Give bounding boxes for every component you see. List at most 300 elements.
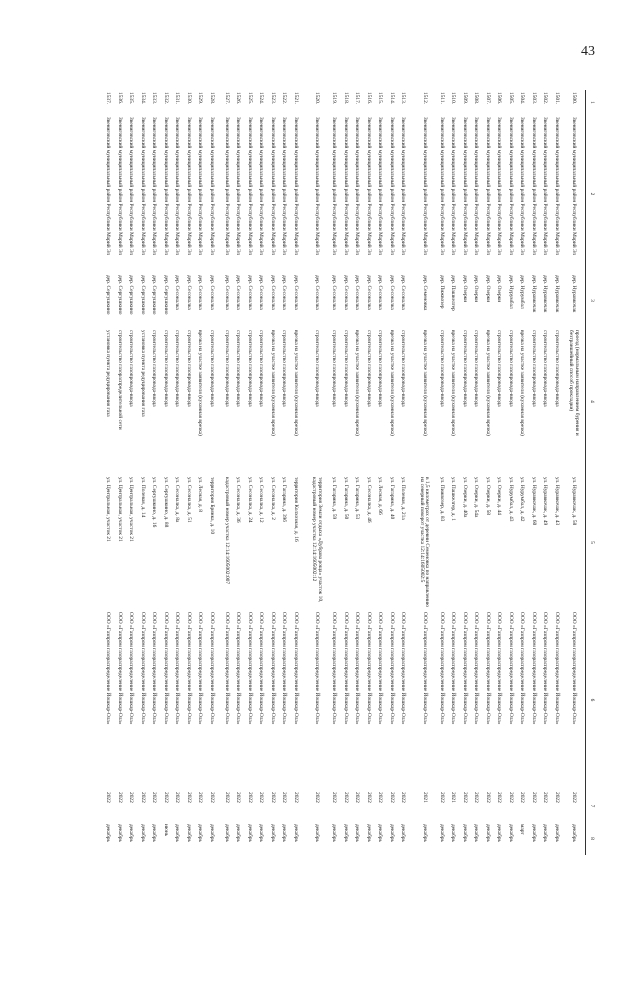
table-cell: Звениговский муниципальный район Республики Марий Эл [128,117,135,256]
table-cell: ООО «Газпром газораспределение Йошкар-Ола» [224,612,230,725]
table-cell: декабрь [224,824,230,842]
table-cell: дер. Озерки [484,275,491,303]
table-row [305,90,328,855]
table-row [136,90,147,855]
table-cell: ООО «Газпром газораспределение Йошкар-Ола» [377,612,384,725]
table-cell: ООО «Газпром газораспределение Йошкар-Ола» [235,612,242,725]
table-row [447,90,458,855]
table-cell: Звениговский муниципальный район Республики Марий Эл [461,117,468,256]
table-cell: Звениговский муниципальный район Республики Марий Эл [377,117,384,256]
table-cell: ООО «Газпром газораспределение Йошкар-Ола» [128,612,135,725]
table-cell: ул. Гагарина, д. 53 [354,477,361,520]
row-spacer [216,90,220,855]
table-row [243,90,254,855]
table-cell: 1503. [530,92,537,105]
table-cell: строительство газопровода-ввода [235,330,242,407]
table-cell: ООО «Газпром газораспределение Йошкар-Ола» [496,612,503,725]
table-cell: установка пункта редуцирования газа [104,330,111,417]
table-cell: ООО «Газпром газораспределение Йошкар-Ола» [354,612,361,725]
table-cell: декабрь [151,824,158,842]
table-row [205,90,216,855]
table-cell: ул. Сесоналка, д. 2 [269,477,276,520]
table-row [289,90,300,855]
table-cell: 2022 [507,792,514,803]
table-cell: дер. Сесоналка [400,275,407,310]
table-cell: 2022 [365,792,372,803]
table-cell: 2022 [388,792,395,803]
table-cell: врезка на участке заявителя (кухонная врезка) [519,330,526,436]
table-cell: ООО «Газпром газораспределение Йошкар-Ола» [421,612,428,725]
table-cell: 1515. [377,92,384,105]
table-cell: в 1,5 километрах от деревни Семеновка по направлению на северный поворот участка 12:14:1605002:5 [418,477,431,608]
table-row [220,90,231,855]
table-cell: ул. Нуравкочак, д. 60 [530,477,537,526]
table-cell: строительство газопровода-ввода [377,330,384,407]
table-cell: дер. Сесоналка [331,275,338,310]
table-cell: 2022 [571,792,578,803]
table-cell: Звениговский муниципальный район Республики Марий Эл [197,117,204,256]
table-cell: Звениговский муниципальный район Республики Марий Эл [365,117,372,256]
table-cell: строительство газопровода-ввода [496,330,503,407]
table-row [159,90,170,855]
table-cell: Звениговский муниципальный район Республики Марий Эл [571,117,578,256]
table-cell: строительство газопровода-ввода [208,330,215,407]
table-cell: декабрь [197,824,204,842]
table-cell: строительство газопровода-ввода [507,330,514,407]
table-cell: 2021 [450,792,457,803]
table-cell: ул. Сесоналка, д. 46 [365,477,372,523]
table-cell: Звениговский муниципальный район Республики Марий Эл [185,117,192,256]
table-cell: дер. Сесоналка [185,275,192,310]
table-cell: ООО «Газпром газораспределение Йошкар-Ола» [342,612,349,725]
table-cell: строительство газопровода-ввода [258,330,265,407]
table-cell: Звениговский муниципальный район Республики Марий Эл [331,117,338,256]
table-cell: 2022 [197,792,204,803]
table-cell: декабрь [553,824,560,842]
table-cell: ООО «Газпром газораспределение Йошкар-Ола» [269,612,276,725]
table-row [493,90,504,855]
table-cell: 1511. [438,92,445,104]
table-cell: декабрь [438,824,445,842]
table-cell: декабрь [342,824,349,842]
table-cell: ул. Сесоналка, д. 12 [258,477,265,523]
table-cell: ООО «Газпром газораспределение Йошкар-Ола» [473,612,480,725]
table-cell: дер. Пашкелгер [450,275,457,311]
table-cell: дер. Сесоналка [258,275,265,310]
table-cell: дер. Сергушкино [151,275,158,315]
table-cell: 2022 [530,792,537,803]
table-cell: Звениговский муниципальный район Республики Марий Эл [116,117,123,256]
table-cell: 2022 [377,792,384,803]
table-cell: декабрь [139,824,146,842]
table-cell: строительство газопровода-ввода [400,330,407,407]
table-cell: дер. Сесоналка [377,275,384,310]
table-cell: 1516. [365,92,372,105]
table-cell: ООО «Газпром газораспределение Йошкар-Ола» [571,612,578,725]
page-number: 43 [581,44,595,59]
table-row [232,90,243,855]
table-cell: декабрь [388,824,395,842]
table-cell: строительство газопровода-ввода [162,330,169,407]
table-row [412,90,435,855]
table-row [339,90,350,855]
table-cell: дер. Озерки [473,275,480,303]
table-cell: декабрь [354,824,361,842]
table-cell: 2022 [553,792,560,803]
table-cell: ул. Гагарина, д. 50 [342,477,349,520]
table-cell: Звениговский муниципальный район Республики Марий Эл [450,117,457,256]
table-cell: 2022 [116,792,123,803]
table-cell: декабрь [400,824,407,842]
table-cell: 1525. [246,92,253,105]
table-cell: 2022 [400,792,407,803]
table-cell: Звениговский муниципальный район Республики Марий Эл [281,117,288,256]
table-cell: Звениговский муниципальный район Республики Марий Эл [162,117,169,256]
table-cell: ул. Сесоналка, д. 24 [246,477,253,523]
table-cell: ООО «Газпром газораспределение Йошкар-Ола» [281,612,288,725]
table-cell: ООО «Газпром газораспределение Йошкар-Ола» [365,612,372,725]
table-cell: 1507. [484,92,491,105]
table-cell: декабрь [421,824,428,842]
table-cell: 2022 [473,792,480,803]
table-cell: врезка на участке заявителя (кухонная врезка) [388,330,395,436]
table-cell: Звениговский муниципальный район Республики Марий Эл [473,117,480,256]
table-cell: 2022 [185,792,192,803]
column-header: 7 [586,790,597,822]
table-cell: 1534. [139,92,146,105]
table-row [435,90,446,855]
table-cell: 2022 [461,792,468,803]
table-cell: строительство газопровода-ввода [246,330,253,407]
table-cell: ул. Сесоналка, д. 8а [174,477,181,523]
table-cell: 1509. [461,92,468,105]
table-row [148,90,159,855]
table-cell: 2022 [438,792,445,803]
table-cell: строительство газопровода-ввода [224,330,230,407]
table-cell: дер. Нурумбал [519,275,526,309]
table-cell: строительство газопровода-ввода [185,330,192,407]
table-cell: дер. Пижвозер [438,275,445,309]
table-cell: 1524. [258,92,265,105]
table-cell: 2022 [128,792,135,803]
table-cell: ул. Озерки, д. 58 [484,477,491,515]
table-cell: ООО «Газпром газораспределение Йошкар-Ола» [461,612,468,725]
table-cell: ул. Нурумбал, д. 43 [507,477,514,522]
table-cell: Звениговский муниципальный район Республики Марий Эл [258,117,265,256]
table-cell: строительство газопровода-ввода [281,330,288,407]
table-cell: 1536. [116,92,123,105]
table-cell: декабрь [542,824,549,842]
table-cell: установка пункта редуцирования газа [139,330,146,417]
table-cell: Звениговский муниципальный район Республики Марий Эл [139,117,146,256]
table-body [101,90,586,855]
table-row [539,90,550,855]
table-cell: март [519,824,526,835]
table-cell: Звениговский муниципальный район Республики Марий Эл [269,117,276,256]
table-cell: 1535. [128,92,135,105]
table-cell: 1533. [151,92,158,105]
table-cell: 1530. [185,92,192,105]
table-cell: Звениговский муниципальный район Республики Марий Эл [421,117,428,256]
table-cell: дер. Сесоналка [224,275,230,310]
table-cell: декабрь [246,824,253,842]
table-cell: декабрь [116,824,123,842]
table-cell: декабрь [571,824,578,842]
table-cell: ООО «Газпром газораспределение Йошкар-Ола» [484,612,491,725]
table-cell: 2022 [104,792,111,803]
table-cell: Звениговский муниципальный район Республики Марий Эл [438,117,445,256]
table-cell: дер. Сергушкино [128,275,135,315]
table-row [182,90,193,855]
table-cell: Звениговский муниципальный район Республики Марий Эл [104,117,111,256]
table-cell: ООО «Газпром газораспределение Йошкар-Ола» [208,612,215,725]
table-cell: 2022 [139,792,146,803]
table-cell: 1510. [450,92,457,105]
table-cell: Звениговский муниципальный район Республики Марий Эл [208,117,215,256]
table-cell: ООО «Газпром газораспределение Йошкар-Ола» [400,612,407,725]
table-cell: ул. Сергушкино, д. 88 [162,477,169,528]
table-cell: 1531. [174,92,181,105]
table-row [351,90,362,855]
table-cell: ООО «Газпром газораспределение Йошкар-Ола» [197,612,204,725]
table-cell: строительство газопровода-ввода [438,330,445,407]
table-row [266,90,277,855]
table-cell: ООО «Газпром газораспределение Йошкар-Ола» [162,612,169,725]
table-row [328,90,339,855]
table-cell: 1502. [542,92,549,105]
table-cell: ул. Лесная, д. 66 [377,477,384,515]
table-cell: строительство газопровода-ввода [331,330,338,407]
table-cell: ООО «Газпром газораспределение Йошкар-Ола» [139,612,146,725]
table-row [562,90,586,855]
table-header-row [586,90,597,855]
table-cell: ООО «Газпром газораспределение Йошкар-Ола» [116,612,123,725]
table-cell: ООО «Газпром газораспределение Йошкар-Ола» [388,612,395,725]
table-cell: территория Брянка, д. 10 [208,477,215,535]
table-cell: дер. Сесоналка [174,275,181,310]
table-cell: 2022 [162,792,169,803]
table-cell: ул. Нурумбал, д. 42 [519,477,526,522]
table-cell: декабрь [377,824,384,842]
table-cell: декабрь [269,824,276,842]
table-cell: территория Земли отдыха «Дубрава роща» участок 10, кадастровый номер участка 12:14:1605002:12 [311,477,323,603]
table-cell: дер. Сесоналка [269,275,276,310]
table-cell: врезка на участке заявителя (кухонная врезка) [450,330,457,436]
table-cell: декабрь [314,824,321,842]
table-cell: врезка на участке заявителя (кухонная врезка) [269,330,276,436]
table-cell: 1512. [421,92,428,105]
table-cell: Звениговский муниципальный район Республики Марий Эл [530,117,537,256]
table-cell: Звениговский муниципальный район Республики Марий Эл [542,117,549,256]
table-cell: Звениговский муниципальный район Республики Марий Эл [388,117,395,256]
table-cell: дер. Сесоналка [342,275,349,310]
table-cell: 1520. [314,92,321,105]
table-cell: Звениговский муниципальный район Республики Марий Эл [484,117,491,256]
table-row [170,90,181,855]
table-cell: 2022 [151,792,158,803]
table-cell: ул. Центральная, участок 21 [104,477,111,542]
table-cell: 2022 [496,792,503,803]
table-cell: Звениговский муниципальный район Республики Марий Эл [519,117,526,256]
table-cell: 2022 [519,792,526,803]
table-cell: декабрь [450,824,457,842]
table-cell: ул. Полевая, д. 14 [139,477,146,518]
table-cell: 1501. [553,92,560,105]
table-cell: строительство газопровода-ввода [542,330,549,407]
table-cell: дер. Нуравкочак [553,275,560,313]
table-cell: 1505. [507,92,514,105]
table-cell: ул. Озерки, д. 44 [496,477,503,515]
table-cell: ул. Центральная, участок 21 [128,477,135,542]
column-header: 4 [586,328,597,475]
table-cell: дер. Сесоналка [388,275,395,310]
table-cell: Звениговский муниципальный район Республики Марий Эл [292,117,299,256]
table-cell: декабрь [292,824,299,842]
table-cell: декабрь [281,824,288,842]
table-cell: декабрь [128,824,135,842]
table-row [278,90,289,855]
table-cell: 1506. [496,92,503,105]
table-cell: 1532. [162,92,169,105]
table-row [255,90,266,855]
table-cell: ООО «Газпром газораспределение Йошкар-Ола» [314,612,321,725]
table-cell: декабрь [185,824,192,842]
table-cell: дер. Сесоналка [208,275,215,310]
row-spacer [301,90,305,855]
table-cell: Звениговский муниципальный район Республики Марий Эл [342,117,349,256]
table-cell: строительство газопровода-ввода [314,330,321,407]
table-row [374,90,385,855]
table-cell: декабрь [174,824,181,842]
table-cell: декабрь [235,824,242,842]
table-row [516,90,527,855]
table-cell: декабрь [496,824,503,842]
table-cell: ООО «Газпром газораспределение Йошкар-Ола» [519,612,526,725]
row-spacer-cell [408,90,412,855]
table-cell: дер. Озерки [496,275,503,303]
table-cell: ООО «Газпром газораспределение Йошкар-Ола» [530,612,537,725]
table-cell: ООО «Газпром газораспределение Йошкар-Ола» [185,612,192,725]
row-spacer-cell [216,90,220,855]
table-cell: дер. Сесоналка [314,275,321,310]
table-cell: строительство газопровода-ввода [174,330,181,407]
table-cell: Звениговский муниципальный район Республики Марий Эл [235,117,242,256]
table-cell: дер. Сесоналка [365,275,372,310]
table-cell: 2022 [208,792,215,803]
table-cell: дер. Семеновка [421,275,428,311]
table-cell: дер. Нуравкочак [542,275,549,313]
table-row [362,90,373,855]
table-cell: ул. Гагарина, д. 40 [388,477,395,520]
table-cell: врезка на участке заявителя (кухонная врезка) [292,330,299,436]
table-cell: 1513. [400,92,407,105]
table-cell: 1521. [292,92,299,105]
table-cell: дер. Сесоналка [235,275,242,310]
table-cell: строительство газопровода-ввода [342,330,349,407]
table-cell: декабрь [365,824,372,842]
table-row [481,90,492,855]
table-cell: ООО «Газпром газораспределение Йошкар-Ола» [507,612,514,725]
table-cell: 2022 [269,792,276,803]
table-cell: строительство газопровода-ввода [151,330,158,407]
table-cell: 2022 [258,792,265,803]
table-cell: 1526. [235,92,242,105]
table-cell: Звениговский муниципальный район Республики Марий Эл [314,117,321,256]
column-header: 1 [586,90,597,115]
table-cell: ООО «Газпром газораспределение Йошкар-Ола» [292,612,299,725]
table-cell: ООО «Газпром газораспределение Йошкар-Ола» [104,612,111,725]
table-cell: строительство газопровода-ввода [128,330,135,407]
column-header: 5 [586,475,597,610]
table-cell: 1500. [571,92,578,105]
table-row [113,90,124,855]
table-cell: 2022 [342,792,349,803]
table-cell: декабрь [104,824,111,842]
table-row [470,90,481,855]
table-cell: ул. Сесоналка, д. 36 [235,477,242,523]
row-spacer-cell [301,90,305,855]
table-cell: дер. Сесоналка [281,275,288,310]
table-cell: ООО «Газпром газораспределение Йошкар-Ола» [151,612,158,725]
table-cell: ООО «Газпром газораспределение Йошкар-Ола» [438,612,445,725]
table-cell: дер. Сесоналка [197,275,204,310]
table-row [101,90,113,855]
table-cell: 2022 [246,792,253,803]
table-cell: Звениговский муниципальный район Республики Марий Эл [496,117,503,256]
table-row [458,90,469,855]
table-cell: 1537. [104,92,111,105]
table-cell: строительство газораспределительной сети [116,330,123,430]
table-cell: дер. Сергушкино [116,275,123,315]
table-cell: 2022 [292,792,299,803]
table-cell: дер. Озерки [461,275,468,303]
table-cell: дер. Сергушкино [162,275,169,315]
table-cell: ООО «Газпром газораспределение Йошкар-Ола» [450,612,457,725]
table-cell: территория Колхозная, д. 16 [292,477,299,542]
table-cell: Звениговский муниципальный район Республики Марий Эл [246,117,253,256]
table-cell: декабрь [530,824,537,842]
column-header: 2 [586,115,597,273]
table-cell: дер. Нуравкочак [530,275,537,313]
table-cell: врезка на участке заявителя (кухонная врезка) [354,330,361,436]
table-cell: ООО «Газпром газораспределение Йошкар-Ола» [246,612,253,725]
table-cell: 1519. [331,92,338,105]
table-cell: 1508. [473,92,480,105]
table-cell: 1518. [342,92,349,105]
row-spacer [408,90,412,855]
table-cell: 2022 [235,792,242,803]
table-cell: ул. Гагарина, д. 39б [281,477,288,522]
table-cell: дер. Сесоналка [354,275,361,310]
table-cell: дер. Нуравкочак [571,275,578,313]
table-cell: строительство газопровода-ввода [365,330,372,407]
table-cell: 2022 [354,792,361,803]
data-table [101,90,596,855]
table-cell: Звениговский муниципальный район Республики Марий Эл [400,117,407,256]
table-cell: 1514. [388,92,395,105]
table-cell: ул. Нуравкочак, д. 58 [571,477,578,526]
table-cell: врезка на участке заявителя (кухонная врезка) [197,330,204,436]
table-cell: ул. Гагарина, д. 59 [331,477,338,520]
table-cell: декабрь [208,824,215,842]
table-cell: Звениговский муниципальный район Республики Марий Эл [553,117,560,256]
table-cell: дер. Сесоналка [246,275,253,310]
table-cell: Звениговский муниципальный район Республики Марий Эл [174,117,181,256]
table-cell: 2022 [174,792,181,803]
table-cell: 2022 [484,792,491,803]
rotated-table-container [0,90,596,995]
table-cell: декабрь [484,824,491,842]
